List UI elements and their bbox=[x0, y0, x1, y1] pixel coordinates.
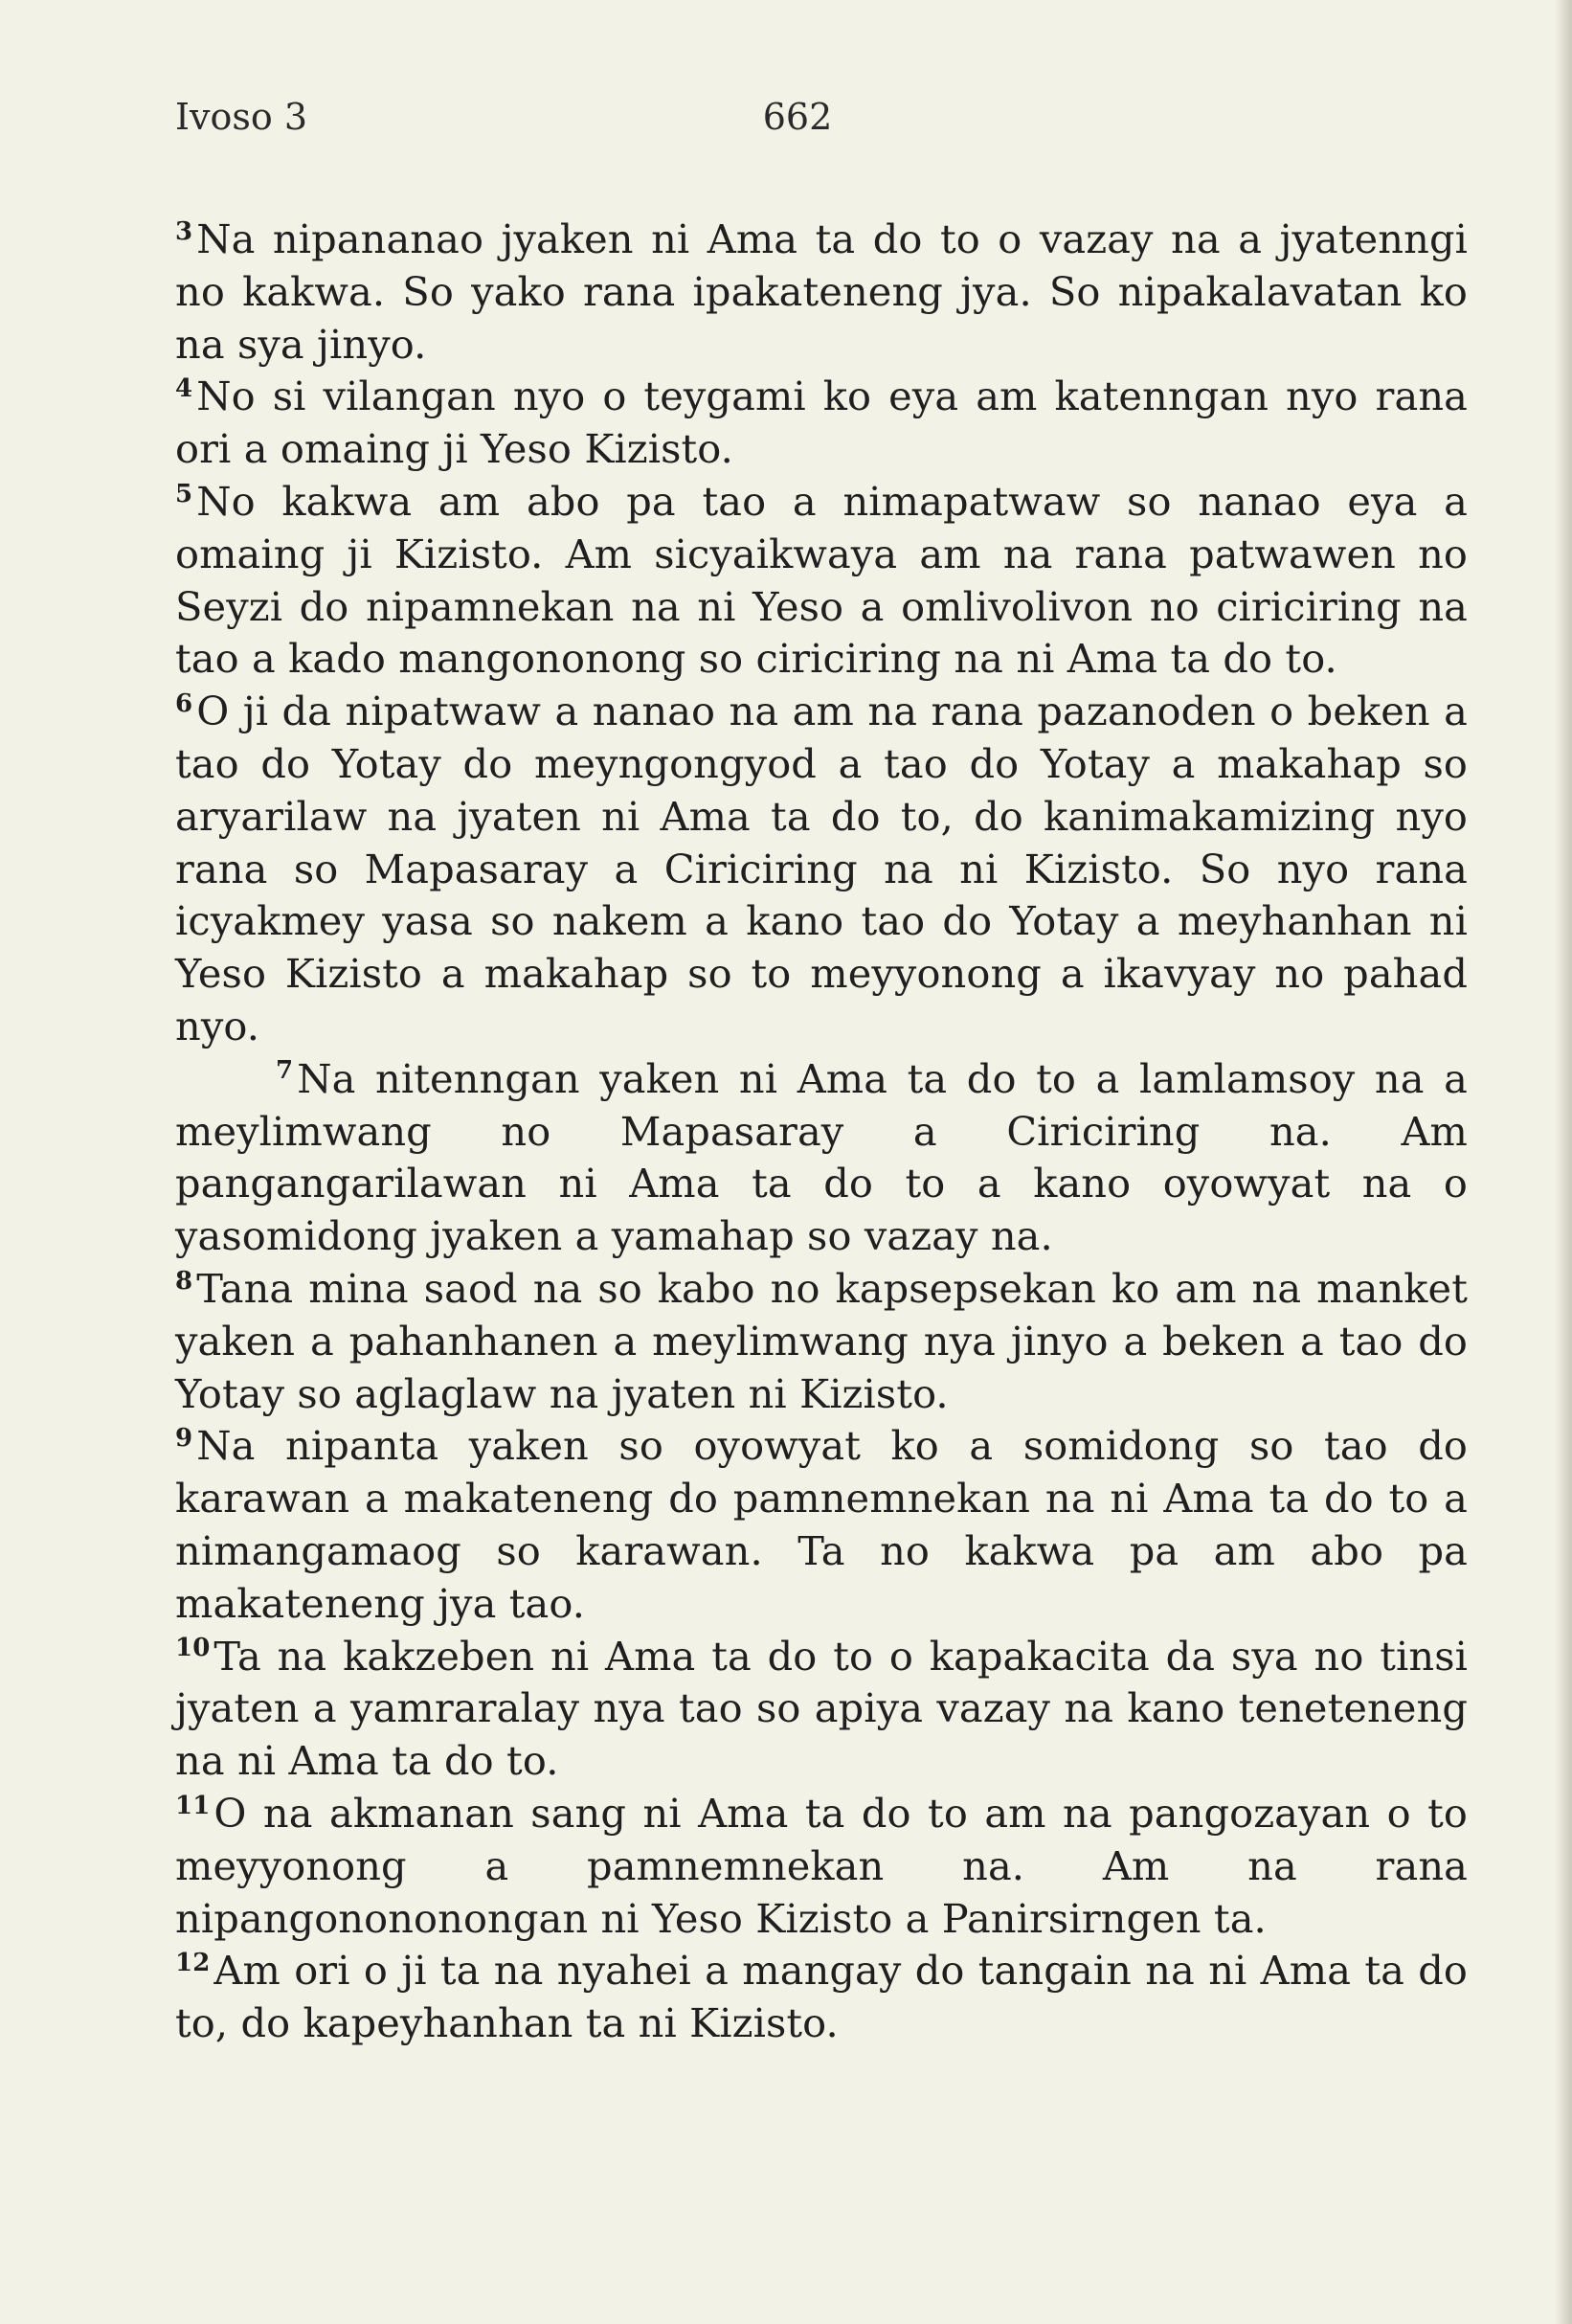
verse-3 bbox=[175, 214, 1468, 371]
book-chapter-label: Ivoso 3 bbox=[175, 96, 307, 138]
verse-text: O ji da nipatwaw a nanao na am na rana pazanoden o beken a tao do Yotay do meyngongyod a tao do Yotay a makahap so aryarilaw na jyaten ni Ama ta do to, do kanimakamizing nyo rana so Mapasaray a Ciriciring na ni Kizisto. So nyo rana icyakmey yasa so nakem a kano tao do Yotay a meyhanhan ni Yeso Kizisto a makahap so to meyyonong a ikavyay no pahad nyo. bbox=[175, 688, 1468, 1049]
verse-number: 3 bbox=[175, 216, 193, 246]
verse-text: No si vilangan nyo o teygami ko eya am katenngan nyo rana ori a omaing ji Yeso Kizisto. bbox=[175, 372, 1468, 473]
body-text bbox=[175, 214, 1468, 2050]
verse-10 bbox=[175, 1631, 1468, 1788]
page-number: 662 bbox=[762, 96, 833, 138]
verse-number: 7 bbox=[276, 1056, 294, 1086]
verse-number: 12 bbox=[175, 1949, 211, 1977]
verse-text: O na akmanan sang ni Ama ta do to am na pangozayan o to meyyonong a pamnemnekan na. Am na rana nipangonononongan ni Yeso Kizisto a Panirsirngen ta. bbox=[175, 1789, 1468, 1942]
verse-number: 5 bbox=[175, 479, 193, 508]
verse-text: Na nipananao jyaken ni Ama ta do to o vazay na a jyatenngi no kakwa. So yako rana ipakateneng jya. So nipakalavatan ko na sya jinyo. bbox=[175, 215, 1468, 368]
verse-number: 9 bbox=[175, 1424, 193, 1454]
verse-text: No kakwa am abo pa tao a nimapatwaw so nanao eya a omaing ji Kizisto. Am sicyaikwaya am na rana patwawen no Seyzi do nipamnekan na ni Yeso a omlivolivon no ciriciring na tao a kado mangononong so ciriciring na ni Ama ta do to. bbox=[175, 477, 1468, 683]
running-header bbox=[175, 88, 1463, 146]
verse-5 bbox=[175, 476, 1468, 686]
verse-number: 10 bbox=[175, 1634, 211, 1663]
verse-text: Tana mina saod na so kabo no kapsepsekan ko am na manket yaken a pahanhanen a meylimwang nya jinyo a beken a tao do Yotay so aglaglaw na jyaten ni Kizisto. bbox=[175, 1264, 1468, 1417]
verse-text: Na nitenngan yaken ni Ama ta do to a lamlamsoy na a meylimwang no Mapasaray a Ciriciring na. Am pangangarilawan ni Ama ta do to a kano oyowyat na o yasomidong jyaken a yamahap so vazay na. bbox=[175, 1054, 1468, 1260]
verse-text: Ta na kakzeben ni Ama ta do to o kapakacita da sya no tinsi jyaten a yamraralay nya tao so apiya vazay na kano teneteneng na ni Ama ta do to. bbox=[175, 1632, 1468, 1785]
verse-number: 11 bbox=[175, 1791, 211, 1820]
verse-number: 8 bbox=[175, 1266, 193, 1296]
verse-6 bbox=[175, 686, 1468, 1053]
verse-12 bbox=[175, 1945, 1468, 2050]
page-edge-shadow bbox=[1555, 0, 1572, 2324]
verse-7 bbox=[175, 1053, 1468, 1263]
verse-text: Am ori o ji ta na nyahei a mangay do tangain na ni Ama ta do to, do kapeyhanhan ta ni Kizisto. bbox=[175, 1947, 1468, 2047]
verse-number: 4 bbox=[175, 374, 193, 404]
verse-text: Na nipanta yaken so oyowyat ko a somidong so tao do karawan a makateneng do pamnemnekan na ni Ama ta do to a nimangamaog so karawan. Ta no kakwa pa am abo pa makateneng jya tao. bbox=[175, 1422, 1468, 1627]
verse-11 bbox=[175, 1788, 1468, 1945]
verse-number: 6 bbox=[175, 688, 193, 718]
verse-8 bbox=[175, 1263, 1468, 1420]
verse-9 bbox=[175, 1420, 1468, 1630]
verse-4 bbox=[175, 371, 1468, 476]
